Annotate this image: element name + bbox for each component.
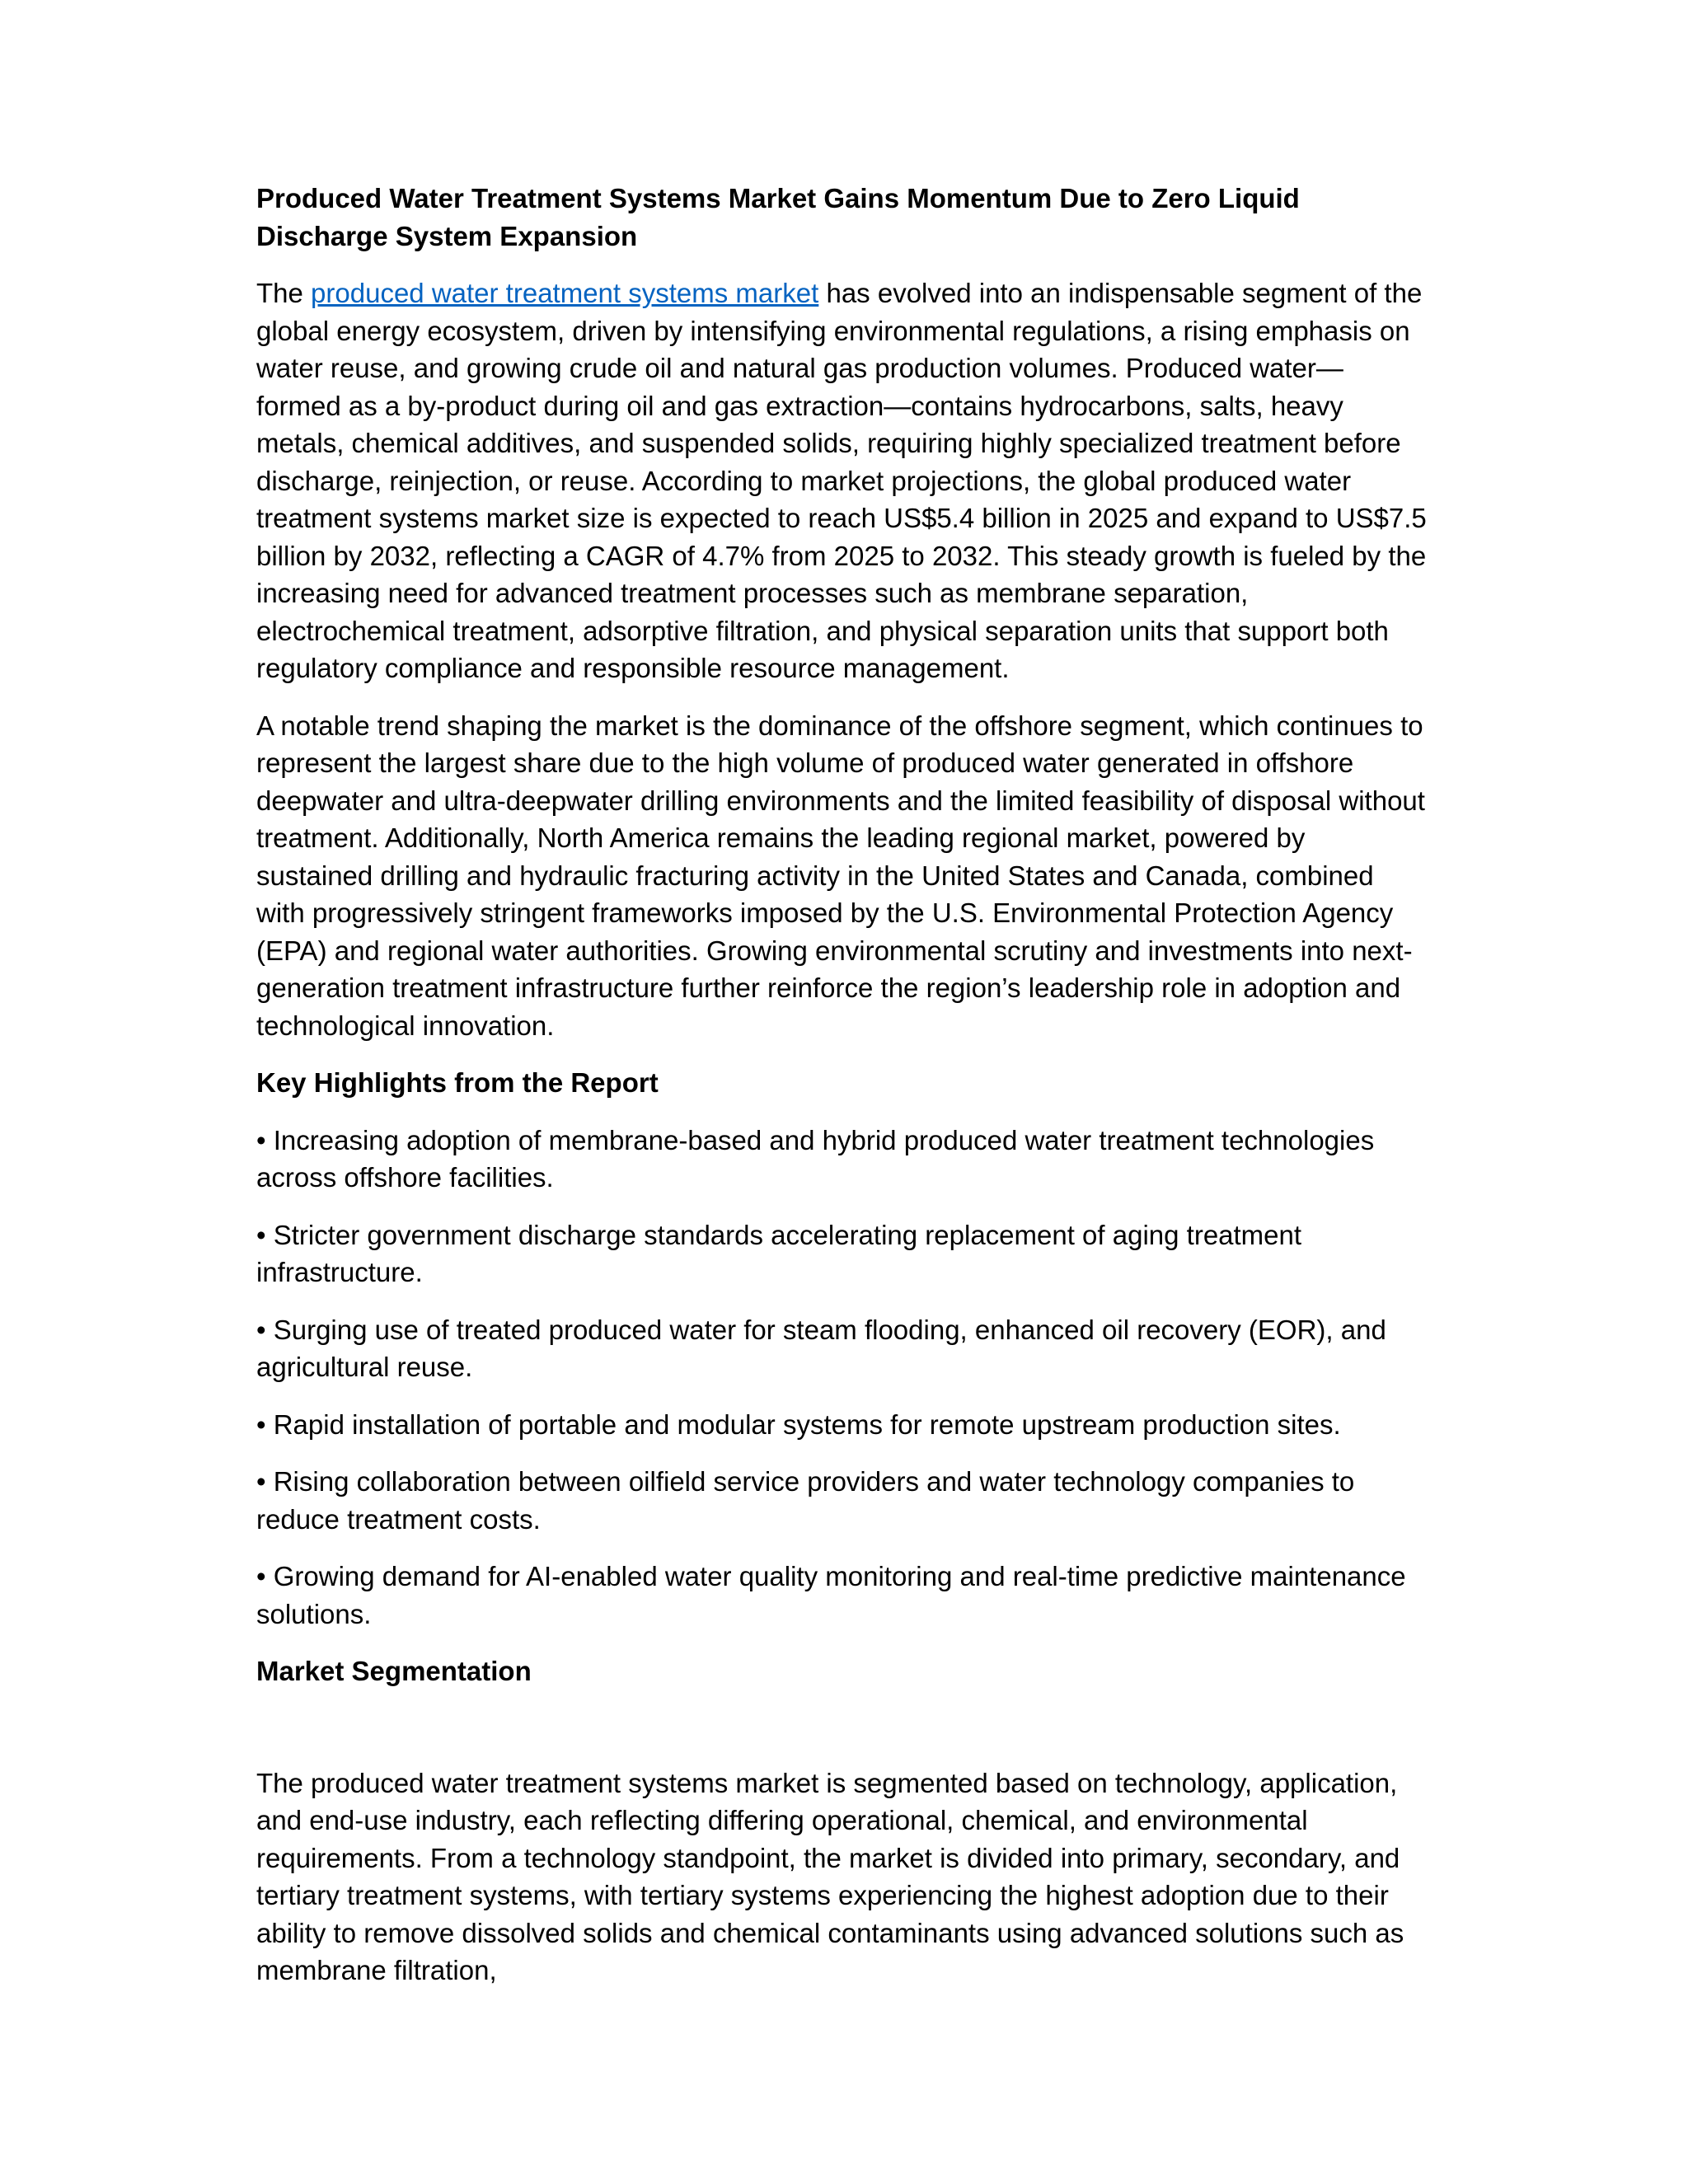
highlight-item: • Surging use of treated produced water for steam flooding, enhanced oil recovery (EOR), and agricultural reuse.	[256, 1314, 1386, 1382]
highlights-heading: Key Highlights from the Report	[256, 1067, 659, 1098]
segmentation-heading: Market Segmentation	[256, 1656, 532, 1686]
highlight-item: • Rapid installation of portable and modular systems for remote upstream production sites.	[256, 1408, 1341, 1440]
highlight-item: • Growing demand for AI-enabled water quality monitoring and real-time predictive maintenance solutions.	[256, 1561, 1406, 1629]
highlight-item: • Increasing adoption of membrane-based and hybrid produced water treatment technologies across offshore facilities.	[256, 1124, 1375, 1193]
market-link[interactable]: produced water treatment systems market	[311, 278, 819, 308]
offshore-trend-paragraph: A notable trend shaping the market is the dominance of the offshore segment, which continues to represent the largest share due to the high volume of produced water generated in offshore deepwater and ultra-deepwater drilling environments and the limited feasibility of disposal without treatment. Additionally, North America remains the leading regional market, powered by sustained drilling and hydraulic fracturing activity in the United States and Canada, combined with progressively stringent frameworks imposed by the U.S. Environmental Protection Agency (EPA) and regional water authorities. Growing environmental scrutiny and investments into next-generation treatment infrastructure further reinforce the region’s leadership role in adoption and technological innovation.	[256, 710, 1425, 1041]
document-title: Produced Water Treatment Systems Market Gains Momentum Due to Zero Liquid Discharge System Expansion	[256, 183, 1300, 251]
segmentation-paragraph: The produced water treatment systems market is segmented based on technology, application, and end-use industry, each reflecting differing operational, chemical, and environmental requirements. From a technology standpoint, the market is divided into primary, secondary, and tertiary treatment systems, with tertiary systems experiencing the highest adoption due to their ability to remove dissolved solids and chemical contaminants using advanced solutions such as membrane filtration,	[256, 1767, 1404, 1985]
document-body	[256, 180, 1427, 2009]
blank-line	[256, 1710, 1427, 1765]
intro-prefix: The	[256, 278, 312, 308]
highlight-item: • Rising collaboration between oilfield service providers and water technology companies to reduce treatment costs.	[256, 1466, 1355, 1535]
intro-paragraph	[256, 274, 1427, 687]
intro-text: has evolved into an indispensable segment of the global energy ecosystem, driven by intensifying environmental regulations, a rising emphasis on water reuse, and growing crude oil and natural gas production volumes. Produced water—formed as a by-product during oil and gas extraction—contains hydrocarbons, salts, heavy metals, chemical additives, and suspended solids, requiring highly specialized treatment before discharge, reinjection, or reuse. According to market projections, the global produced water treatment systems market size is expected to reach US$5.4 billion in 2025 and expand to US$7.5 billion by 2032, reflecting a CAGR of 4.7% from 2025 to 2032. This steady growth is fueled by the increasing need for advanced treatment processes such as membrane separation, electrochemical treatment, adsorptive filtration, and physical separation units that support both regulatory compliance and responsible resource management.	[256, 278, 1427, 683]
highlight-item: • Stricter government discharge standards accelerating replacement of aging treatment infrastructure.	[256, 1219, 1302, 1287]
